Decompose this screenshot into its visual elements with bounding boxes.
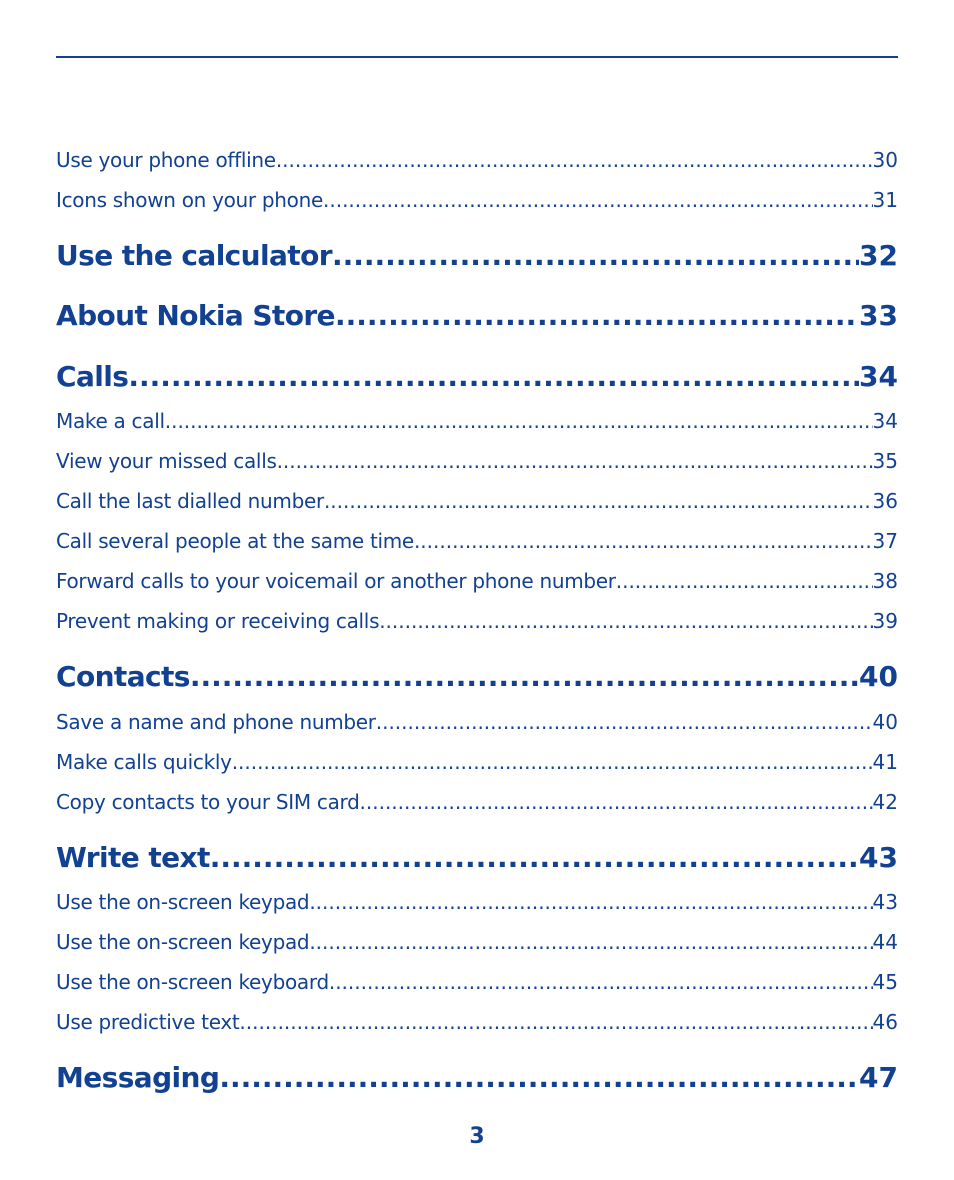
toc-section-heading[interactable] bbox=[56, 358, 898, 396]
toc-entry-page: 31 bbox=[872, 188, 898, 212]
toc-entry-label: Contacts bbox=[56, 660, 190, 693]
header-rule bbox=[56, 56, 898, 58]
toc-entry-page: 43 bbox=[859, 841, 898, 874]
toc-entry-label: Messaging bbox=[56, 1061, 220, 1094]
toc-entry[interactable] bbox=[56, 447, 898, 475]
toc-entry-label: About Nokia Store bbox=[56, 299, 335, 332]
toc-entry-label: Call several people at the same time bbox=[56, 529, 414, 553]
toc-entry[interactable] bbox=[56, 1008, 898, 1036]
toc-entry-page: 46 bbox=[872, 1010, 898, 1034]
toc-section-heading[interactable] bbox=[56, 839, 898, 877]
toc-entry[interactable] bbox=[56, 146, 898, 174]
toc-dot-leader bbox=[190, 658, 859, 696]
toc-dot-leader bbox=[323, 186, 873, 214]
toc-entry-page: 39 bbox=[872, 609, 898, 633]
toc-entry-page: 45 bbox=[872, 970, 898, 994]
toc-entry-page: 34 bbox=[872, 409, 898, 433]
toc-dot-leader bbox=[379, 607, 872, 635]
toc-entry-label: Save a name and phone number bbox=[56, 710, 376, 734]
toc-entry-page: 32 bbox=[859, 239, 898, 272]
toc-dot-leader bbox=[309, 928, 872, 956]
toc-entry[interactable] bbox=[56, 708, 898, 736]
toc-section-heading[interactable] bbox=[56, 297, 898, 335]
toc-dot-leader bbox=[239, 1008, 872, 1036]
toc-entry-label: Call the last dialled number bbox=[56, 489, 324, 513]
toc-dot-leader bbox=[332, 237, 859, 275]
toc-entry-page: 40 bbox=[872, 710, 898, 734]
toc-dot-leader bbox=[210, 839, 859, 877]
toc-entry-label: Use the on-screen keypad bbox=[56, 930, 310, 954]
toc-entry-label: Use predictive text bbox=[56, 1010, 240, 1034]
toc-dot-leader bbox=[128, 358, 859, 396]
toc-entry-label: Forward calls to your voicemail or another phone number bbox=[56, 569, 616, 593]
toc-entry-label: Prevent making or receiving calls bbox=[56, 609, 380, 633]
toc-entry[interactable] bbox=[56, 527, 898, 555]
toc-entry-label: Use the on-screen keyboard bbox=[56, 970, 329, 994]
toc-entry[interactable] bbox=[56, 487, 898, 515]
toc-dot-leader bbox=[277, 447, 873, 475]
toc-entry-page: 35 bbox=[872, 449, 898, 473]
toc-entry[interactable] bbox=[56, 888, 898, 916]
toc-entry-label: Icons shown on your phone bbox=[56, 188, 323, 212]
toc-entry-page: 44 bbox=[872, 930, 898, 954]
toc-dot-leader bbox=[219, 1059, 859, 1097]
toc-dot-leader bbox=[232, 748, 873, 776]
toc-dot-leader bbox=[360, 788, 873, 816]
toc-entry-label: Calls bbox=[56, 360, 129, 393]
toc-entry-label: View your missed calls bbox=[56, 449, 277, 473]
toc-entry-page: 41 bbox=[872, 750, 898, 774]
toc-entry-label: Use your phone offline bbox=[56, 148, 276, 172]
toc-entry-label: Make a call bbox=[56, 409, 165, 433]
toc-entry[interactable] bbox=[56, 748, 898, 776]
toc-entry-label: Use the on-screen keypad bbox=[56, 890, 310, 914]
toc-entry-page: 42 bbox=[872, 790, 898, 814]
toc-entry[interactable] bbox=[56, 186, 898, 214]
toc-entry[interactable] bbox=[56, 968, 898, 996]
toc-dot-leader bbox=[376, 708, 873, 736]
toc-entry-page: 47 bbox=[859, 1061, 898, 1094]
toc-entry-page: 37 bbox=[872, 529, 898, 553]
toc-entry-label: Use the calculator bbox=[56, 239, 332, 272]
page-number: 3 bbox=[469, 1124, 485, 1149]
toc-dot-leader bbox=[165, 407, 873, 435]
toc-section-heading[interactable] bbox=[56, 658, 898, 696]
toc-entry-page: 33 bbox=[859, 299, 898, 332]
toc-entry-page: 30 bbox=[872, 148, 898, 172]
toc-entry-page: 36 bbox=[872, 489, 898, 513]
toc-entry-label: Make calls quickly bbox=[56, 750, 232, 774]
toc-dot-leader bbox=[329, 968, 873, 996]
toc-dot-leader bbox=[309, 888, 872, 916]
toc-section-heading[interactable] bbox=[56, 237, 898, 275]
toc-entry-page: 43 bbox=[872, 890, 898, 914]
toc-entry-label: Copy contacts to your SIM card bbox=[56, 790, 360, 814]
toc-section-heading[interactable] bbox=[56, 1059, 898, 1097]
toc-entry[interactable] bbox=[56, 607, 898, 635]
toc-entry[interactable] bbox=[56, 928, 898, 956]
toc-entry-page: 38 bbox=[872, 569, 898, 593]
toc-entry-page: 40 bbox=[859, 660, 898, 693]
toc-dot-leader bbox=[616, 567, 873, 595]
toc-entry[interactable] bbox=[56, 788, 898, 816]
toc-entry-label: Write text bbox=[56, 841, 210, 874]
toc-dot-leader bbox=[335, 297, 859, 335]
toc-dot-leader bbox=[324, 487, 873, 515]
toc-entry-page: 34 bbox=[859, 360, 898, 393]
toc-entry[interactable] bbox=[56, 567, 898, 595]
toc-dot-leader bbox=[276, 146, 873, 174]
toc-dot-leader bbox=[414, 527, 873, 555]
toc-entry[interactable] bbox=[56, 407, 898, 435]
